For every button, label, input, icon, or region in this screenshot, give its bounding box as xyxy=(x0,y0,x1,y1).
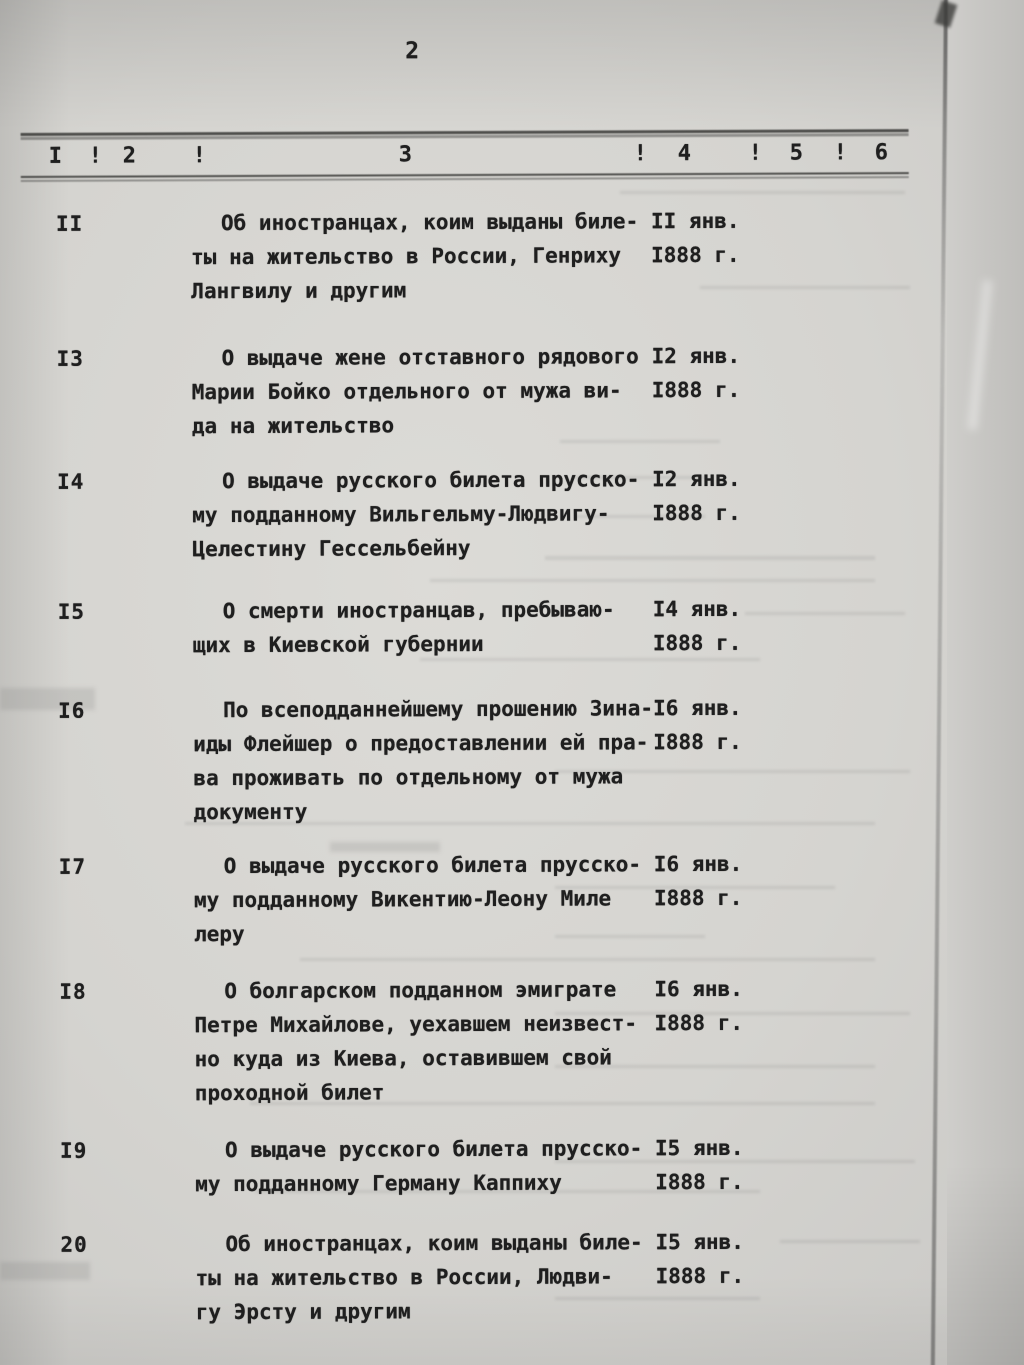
entry-date-year: I888 г. xyxy=(653,885,743,911)
entry-number: I8 xyxy=(59,979,87,1004)
entry-date xyxy=(653,592,765,660)
entry-number: I9 xyxy=(59,1138,88,1163)
entry-line: да на жительство xyxy=(191,413,395,439)
entry-number: I7 xyxy=(58,854,87,879)
entry-number: I3 xyxy=(56,346,84,371)
column-label: I xyxy=(48,143,62,169)
entry-line: По всеподданнейшему прошению Зина- xyxy=(223,696,654,723)
table-header xyxy=(21,129,909,178)
entry-line: Целестину Гессельбейну xyxy=(192,536,471,562)
page-number: 2 xyxy=(405,38,420,65)
entry-line: О выдаче русского билета прусско- xyxy=(223,852,642,879)
entry-row xyxy=(1,203,946,309)
adjacent-page-strip xyxy=(947,0,1024,1365)
column-label: 6 xyxy=(874,139,888,165)
entry-line: Лангвилу и другим xyxy=(191,278,407,304)
entry-description xyxy=(191,204,651,308)
entry-row xyxy=(5,1130,950,1202)
entry-row xyxy=(4,846,949,952)
column-label: 4 xyxy=(677,140,691,166)
entry-line: му подданному Герману Каппиху xyxy=(195,1170,562,1197)
entry-row xyxy=(3,591,948,663)
entry-row xyxy=(1,338,946,444)
entry-date xyxy=(651,339,763,441)
entry-date xyxy=(654,847,766,949)
entry-date-day: I6 янв. xyxy=(653,695,742,721)
entry-date-year: I888 г. xyxy=(654,1010,744,1036)
entry-description xyxy=(195,1225,655,1329)
column-separator: ! xyxy=(633,140,647,166)
entry-number: 20 xyxy=(60,1232,88,1257)
entry-line: Марии Бойко отдельного от мужа ви- xyxy=(191,378,622,405)
entry-description xyxy=(195,1131,655,1201)
entry-description xyxy=(194,847,654,951)
entry-number: I4 xyxy=(57,469,85,494)
column-label: 5 xyxy=(789,140,803,166)
entry-date-year: I888 г. xyxy=(652,500,741,526)
entry-line: ты на жительство в России, Людви- xyxy=(195,1264,613,1291)
entry-line: иды Флейшер о предоставлении ей пра- xyxy=(193,730,649,757)
entry-line: но куда из Киева, оставившем свой xyxy=(194,1045,612,1072)
entry-line: Петре Михайлове, уехавшем неизвест- xyxy=(194,1011,638,1038)
entry-line: О выдаче русского билета прусско- xyxy=(222,467,640,494)
entry-line: документу xyxy=(193,799,308,825)
column-separator: ! xyxy=(748,140,762,166)
entry-line: Об иностранцах, коим выданы биле- xyxy=(220,209,639,236)
entry-date-year: I888 г. xyxy=(655,1263,745,1289)
column-separator: ! xyxy=(833,139,847,165)
entry-line: Об иностранцах, коим выданы биле- xyxy=(225,1230,643,1257)
entry-line: О выдаче русского билета прусско- xyxy=(224,1136,643,1163)
entry-date-year: I888 г. xyxy=(655,1169,744,1195)
entry-date xyxy=(653,691,766,827)
entry-date-day: II янв. xyxy=(650,208,740,234)
entry-number: I6 xyxy=(58,698,86,723)
entry-date-day: I5 янв. xyxy=(655,1229,744,1255)
entry-date xyxy=(655,1225,767,1327)
entry-row xyxy=(5,1224,950,1330)
entry-date-day: I2 янв. xyxy=(652,466,741,492)
entry-date-day: I2 янв. xyxy=(651,343,741,369)
entry-date-year: I888 г. xyxy=(652,630,742,656)
entry-date-day: I6 янв. xyxy=(654,976,743,1002)
entry-description xyxy=(193,592,653,662)
entries xyxy=(1,183,951,1330)
entry-line: гу Эрсту и другим xyxy=(195,1299,411,1325)
entry-line: О выдаче жене отставного рядового xyxy=(221,344,639,371)
entry-line: О смерти иностранцав, пребываю- xyxy=(222,597,615,624)
entry-date-year: I888 г. xyxy=(653,729,742,755)
entry-line: О болгарском подданном эмиграте xyxy=(224,977,617,1004)
column-separator: ! xyxy=(88,143,102,169)
entry-date xyxy=(651,204,763,306)
header-labels xyxy=(21,132,909,176)
column-separator: ! xyxy=(192,142,206,168)
entry-date-year: I888 г. xyxy=(651,242,740,268)
entry-description xyxy=(194,972,655,1110)
entry-date xyxy=(652,462,764,564)
entry-date xyxy=(654,972,767,1108)
entry-line: му подданному Викентию-Леону Миле xyxy=(193,886,612,913)
column-label: 3 xyxy=(398,141,412,167)
entry-line: ва проживать по отдельному от мужа xyxy=(193,764,624,791)
entry-line: ты на жительство в России, Генриху xyxy=(191,243,622,270)
entry-description xyxy=(193,691,654,829)
entry-row xyxy=(2,461,947,567)
entry-line: щих в Киевской губернии xyxy=(192,631,484,658)
entry-row xyxy=(3,690,949,830)
entry-line: му подданному Вильгельму-Людвигу- xyxy=(192,501,610,528)
entry-date-day: I4 янв. xyxy=(652,596,742,622)
entry-number: II xyxy=(55,211,84,236)
entry-date-day: I5 янв. xyxy=(654,1135,744,1161)
entry-number: I5 xyxy=(57,599,86,624)
entry-date xyxy=(655,1131,767,1199)
entry-row xyxy=(4,971,950,1111)
entry-description xyxy=(192,462,652,566)
column-label: 2 xyxy=(122,142,136,169)
entry-line: леру xyxy=(194,922,245,947)
entry-date-year: I888 г. xyxy=(651,377,741,403)
entry-date-day: I6 янв. xyxy=(653,851,743,877)
entry-line: проходной билет xyxy=(194,1080,385,1106)
entry-description xyxy=(191,339,651,443)
